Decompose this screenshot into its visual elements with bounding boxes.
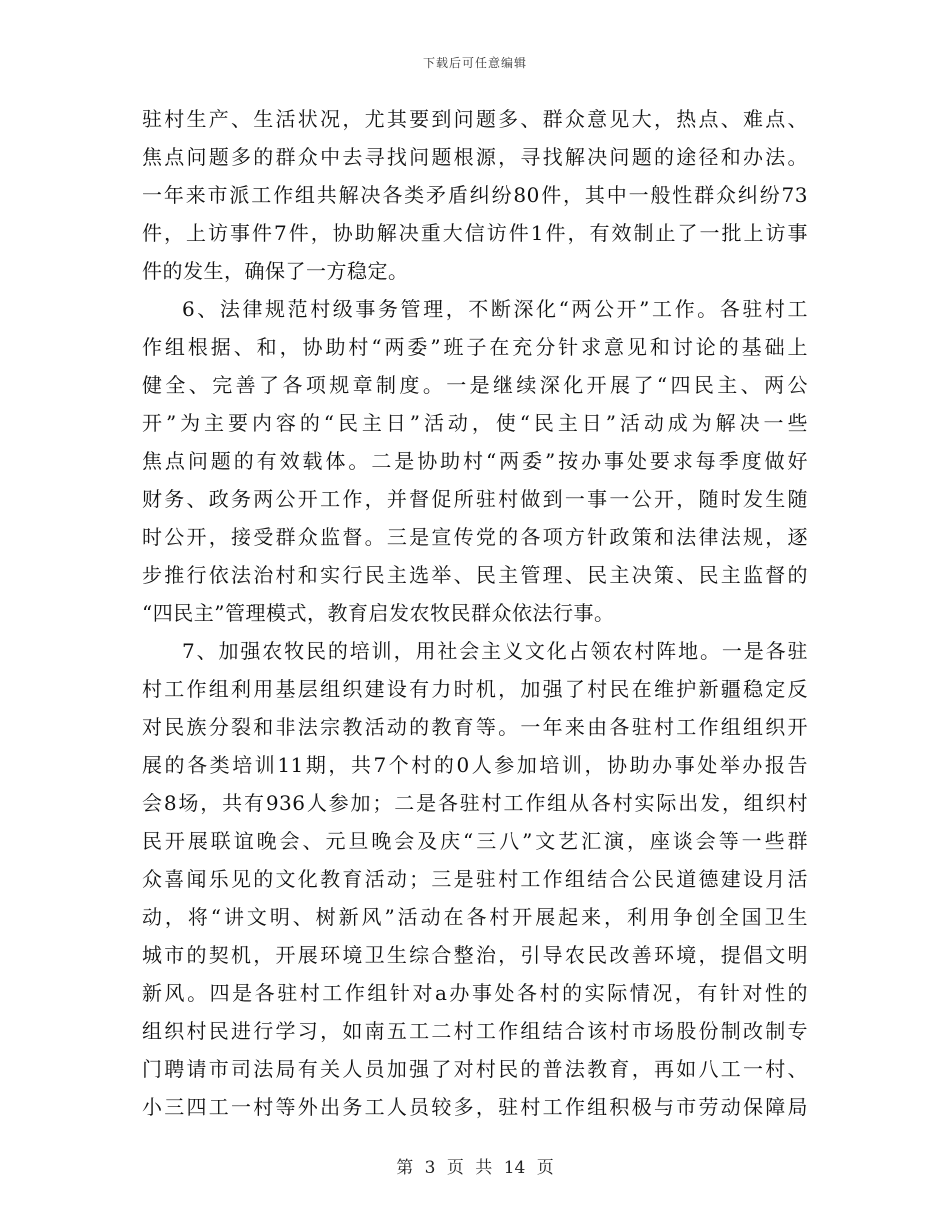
text-line: 动，将“讲文明、树新风”活动在各村开展起来，利用争创全国卫生	[142, 905, 808, 929]
text-line: 组织村民进行学习，如南五工二村工作组结合该村市场股份制改制专	[142, 1019, 808, 1043]
paragraph-7-start: 7、加强农牧民的培训，用社会主义文化占领农村阵地。一是各驻	[182, 639, 808, 663]
text-line: 健全、完善了各项规章制度。一是继续深化开展了“四民主、两公	[142, 373, 808, 397]
text-line: 新风。四是各驻村工作组针对a办事处各村的实际情况，有针对性的	[142, 981, 808, 1005]
text-line: 驻村生产、生活状况，尤其要到问题多、群众意见大，热点、难点、	[142, 107, 808, 131]
text-line: 对民族分裂和非法宗教活动的教育等。一年来由各驻村工作组组织开	[142, 715, 808, 739]
text-line: 财务、政务两公开工作，并督促所驻村做到一事一公开，随时发生随	[142, 487, 808, 511]
text-line: 会8场，共有936人参加；二是各驻村工作组从各村实际出发，组织村	[142, 791, 808, 815]
document-body	[142, 100, 808, 1126]
text-line: 小三四工一村等外出务工人员较多，驻村工作组积极与市劳动保障局	[142, 1095, 808, 1119]
text-line: 件，上访事件7件，协助解决重大信访件1件，有效制止了一批上访事	[142, 221, 808, 245]
text-line: 城市的契机，开展环境卫生综合整治，引导农民改善环境，提倡文明	[142, 943, 808, 967]
text-line: 作组根据、和，协助村“两委”班子在充分针求意见和讨论的基础上	[142, 335, 808, 359]
text-line: 时公开，接受群众监督。三是宣传党的各项方针政策和法律法规，逐	[142, 525, 808, 549]
text-line: 门聘请市司法局有关人员加强了对村民的普法教育，再如八工一村、	[142, 1057, 808, 1081]
page-number-footer: 第 3 页 共 14 页	[396, 1158, 554, 1178]
text-line: “四民主”管理模式，教育启发农牧民群众依法行事。	[142, 601, 615, 625]
text-line: 焦点问题的有效载体。二是协助村“两委”按办事处要求每季度做好	[142, 449, 808, 473]
text-line: 众喜闻乐见的文化教育活动；三是驻村工作组结合公民道德建设月活	[142, 867, 808, 891]
text-line: 焦点问题多的群众中去寻找问题根源，寻找解决问题的途径和办法。	[142, 145, 808, 169]
paragraph-6-start: 6、法律规范村级事务管理，不断深化“两公开”工作。各驻村工	[182, 297, 808, 321]
text-line: 步推行依法治村和实行民主选举、民主管理、民主决策、民主监督的	[142, 563, 808, 587]
page-header-note: 下载后可任意编辑	[422, 56, 527, 70]
text-line: 民开展联谊晚会、元旦晚会及庆“三八”文艺汇演，座谈会等一些群	[142, 829, 808, 853]
text-line: 一年来市派工作组共解决各类矛盾纠纷80件，其中一般性群众纠纷73	[142, 183, 808, 207]
text-line: 件的发生，确保了一方稳定。	[142, 259, 409, 283]
text-line: 开”为主要内容的“民主日”活动，使“民主日”活动成为解决一些	[142, 411, 808, 435]
text-line: 展的各类培训11期，共7个村的0人参加培训，协助办事处举办报告	[142, 753, 808, 777]
text-line: 村工作组利用基层组织建设有力时机，加强了村民在维护新疆稳定反	[142, 677, 808, 701]
